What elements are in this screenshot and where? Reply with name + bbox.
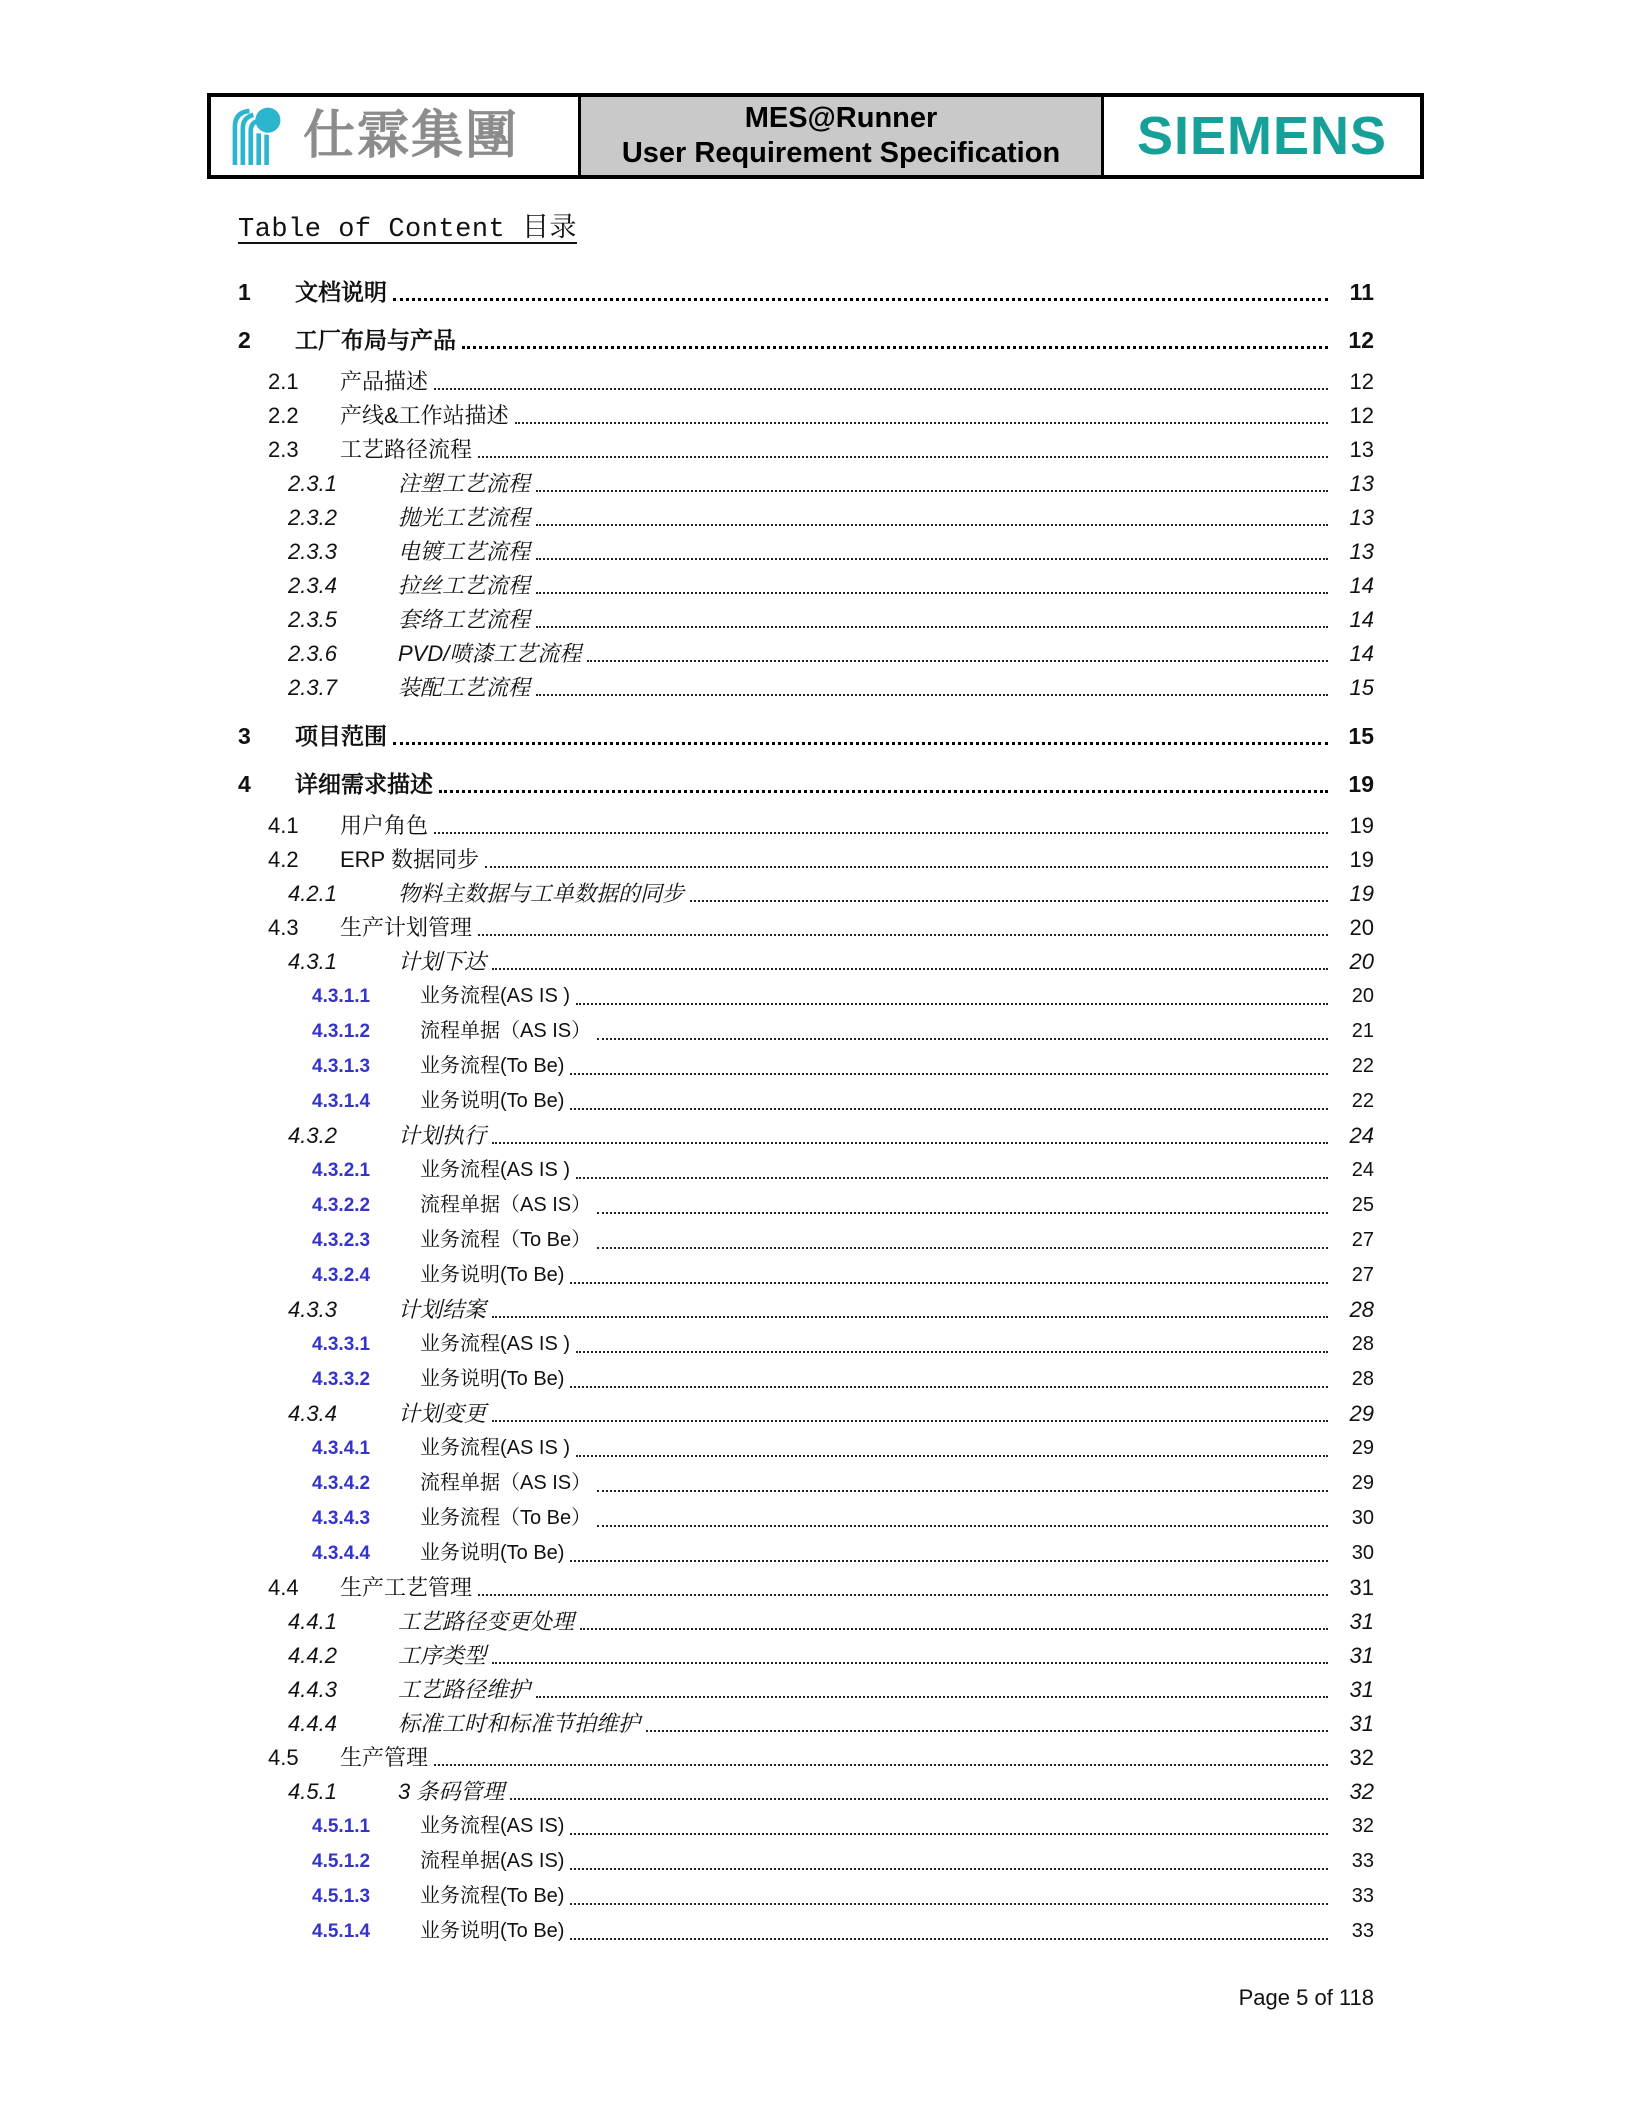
toc-entry-number: 4.5.1.2 [312, 1851, 371, 1872]
toc-entry-page: 31 [1349, 1575, 1374, 1600]
dot-leader [492, 1420, 1328, 1422]
dot-leader [536, 626, 1328, 628]
toc-entry[interactable] [238, 877, 1374, 911]
toc-entry[interactable] [238, 433, 1374, 467]
dot-leader [393, 742, 1328, 745]
toc-entry-title: 3 条码管理 [398, 1779, 505, 1804]
toc-entry-page: 22 [1351, 1055, 1374, 1077]
toc-entry-page: 30 [1351, 1507, 1374, 1529]
dot-leader [576, 1351, 1328, 1353]
toc-entry-number: 2.1 [268, 369, 299, 394]
toc-entry-page: 29 [1349, 1401, 1374, 1426]
brand-cell [1104, 97, 1420, 175]
dot-leader [570, 1833, 1328, 1835]
toc-entry-title: 业务流程(AS IS ) [420, 1437, 571, 1459]
toc-entry-title: 产线&工作站描述 [340, 403, 509, 428]
toc-entry-title: 生产管理 [340, 1745, 429, 1770]
toc-entry-page: 20 [1349, 915, 1374, 940]
siemens-logo: SIEMENS [1136, 106, 1388, 166]
toc-entry-page: 25 [1351, 1194, 1374, 1216]
dot-leader [597, 1490, 1328, 1492]
toc-entry-number: 1 [238, 279, 251, 305]
toc-entry-page: 33 [1351, 1850, 1374, 1872]
company-logo-text: 仕霖集團 [303, 107, 520, 165]
toc-entry-page: 14 [1349, 573, 1374, 598]
toc-entry[interactable] [238, 1879, 1374, 1914]
toc-entry-number: 4.3.4.2 [312, 1473, 371, 1494]
toc-entry[interactable] [238, 569, 1374, 603]
toc-entry-title: 业务流程(AS IS) [420, 1815, 565, 1837]
toc-entry-title: PVD/喷漆工艺流程 [398, 641, 582, 666]
toc-entry[interactable] [238, 1327, 1374, 1362]
toc-entry-number: 4.3.1.1 [312, 986, 371, 1007]
toc-entry-number: 4.3 [268, 915, 299, 940]
dot-leader [478, 456, 1328, 458]
toc-entry[interactable] [238, 365, 1374, 399]
toc-entry[interactable] [238, 275, 1374, 309]
dot-leader [536, 558, 1328, 560]
toc-entry-page: 32 [1351, 1815, 1374, 1837]
toc-entry[interactable] [238, 1466, 1374, 1501]
toc-entry[interactable] [238, 1119, 1374, 1153]
toc-entry-number: 4.5.1 [288, 1779, 337, 1804]
toc-entry-title: 计划执行 [398, 1123, 487, 1148]
toc-entry-number: 4.3.1.3 [312, 1056, 371, 1077]
toc-entry-title: 详细需求描述 [295, 771, 433, 797]
toc-entry-title: 工艺路径流程 [340, 437, 473, 462]
toc-entry-title: 装配工艺流程 [398, 675, 531, 700]
toc-entry-title: 计划结案 [398, 1297, 487, 1322]
dot-leader [434, 832, 1328, 834]
toc-entry-title: 标准工时和标准节拍维护 [398, 1711, 641, 1736]
dot-leader [478, 1594, 1328, 1596]
toc-entry-title: 工厂布局与产品 [295, 327, 456, 353]
toc-entry[interactable] [238, 1258, 1374, 1293]
toc-entry-page: 28 [1349, 1297, 1374, 1322]
dot-leader [597, 1038, 1328, 1040]
toc-entry-number: 4.3.4.3 [312, 1508, 371, 1529]
toc-entry-title: 工艺路径变更处理 [398, 1609, 575, 1634]
toc-entry-title: 业务说明(To Be) [420, 1090, 565, 1112]
toc-entry-page: 20 [1349, 949, 1374, 974]
toc-entry[interactable] [238, 1431, 1374, 1466]
toc-entry-page: 30 [1351, 1542, 1374, 1564]
toc-entry[interactable] [238, 1293, 1374, 1327]
toc-entry-number: 4.3.4.1 [312, 1438, 371, 1459]
toc-entry-number: 4.4 [268, 1575, 299, 1600]
toc-entry-number: 2.2 [268, 403, 299, 428]
toc-entry-title: 业务流程(To Be) [420, 1885, 565, 1907]
dot-leader [570, 1560, 1328, 1562]
toc-entry-number: 4.3.2.2 [312, 1195, 371, 1216]
toc-entry-title: 流程单据（AS IS） [420, 1194, 592, 1216]
toc-entry-title: 业务流程(AS IS ) [420, 985, 571, 1007]
toc-entry-title: 物料主数据与工单数据的同步 [398, 881, 685, 906]
toc-entry-number: 4.5.1.1 [312, 1816, 371, 1837]
toc-entry[interactable] [238, 809, 1374, 843]
toc-entry-number: 4.3.1.2 [312, 1021, 371, 1042]
toc-entry-page: 19 [1348, 771, 1374, 797]
dot-leader [492, 968, 1328, 970]
toc-entry-title: 抛光工艺流程 [398, 505, 531, 530]
toc-entry-page: 13 [1349, 471, 1374, 496]
toc-entry-page: 15 [1348, 723, 1374, 749]
toc-entry-title: 业务说明(To Be) [420, 1264, 565, 1286]
toc-entry-page: 13 [1349, 539, 1374, 564]
toc-entry-page: 19 [1349, 881, 1374, 906]
dot-leader [597, 1247, 1328, 1249]
toc-entry-page: 20 [1351, 985, 1374, 1007]
toc-entry[interactable] [238, 1153, 1374, 1188]
toc-entry-page: 31 [1349, 1711, 1374, 1736]
toc-entry-number: 4.3.2.3 [312, 1230, 371, 1251]
toc-entry-page: 12 [1348, 327, 1374, 353]
toc-entry[interactable] [238, 1844, 1374, 1879]
toc-entry[interactable] [238, 1223, 1374, 1258]
toc-entry[interactable] [238, 1707, 1374, 1741]
toc-entry-number: 4.5.1.3 [312, 1886, 371, 1907]
dot-leader [570, 1868, 1328, 1870]
toc-entry-page: 27 [1351, 1229, 1374, 1251]
toc-entry-number: 4.3.1.4 [312, 1091, 371, 1112]
toc-entry[interactable] [238, 1741, 1374, 1775]
dot-leader [587, 660, 1328, 662]
toc-entry-title: 工艺路径维护 [398, 1677, 531, 1702]
toc-entry[interactable] [238, 843, 1374, 877]
toc-entry[interactable] [238, 671, 1374, 705]
toc-entry-page: 31 [1349, 1609, 1374, 1634]
toc-entry-page: 24 [1351, 1159, 1374, 1181]
dot-leader [597, 1525, 1328, 1527]
toc-entry-title: 流程单据(AS IS) [420, 1850, 565, 1872]
toc-entry[interactable] [238, 1362, 1374, 1397]
dot-leader [597, 1212, 1328, 1214]
toc-entry[interactable] [238, 979, 1374, 1014]
toc-entry-number: 4.5.1.4 [312, 1921, 371, 1942]
toc-entry-number: 2.3.1 [288, 471, 337, 496]
shilin-group-logo-icon [227, 104, 293, 168]
toc-entry-number: 4.3.3.2 [312, 1369, 371, 1390]
toc-list [238, 275, 1374, 1949]
document-title-block [581, 97, 1104, 175]
toc-entry-number: 2.3.4 [288, 573, 337, 598]
dot-leader [570, 1903, 1328, 1905]
toc-entry[interactable] [238, 1501, 1374, 1536]
toc-entry-page: 31 [1349, 1643, 1374, 1668]
dot-leader [536, 1696, 1328, 1698]
toc-entry-number: 2.3.6 [288, 641, 337, 666]
toc-entry-page: 15 [1349, 675, 1374, 700]
dot-leader [434, 388, 1328, 390]
toc-entry[interactable] [238, 1188, 1374, 1223]
toc-entry-page: 19 [1349, 813, 1374, 838]
toc-entry[interactable] [238, 719, 1374, 753]
toc-entry-page: 28 [1351, 1368, 1374, 1390]
dot-leader [536, 524, 1328, 526]
toc-entry-page: 21 [1351, 1020, 1374, 1042]
toc-entry[interactable] [238, 1775, 1374, 1809]
toc-entry[interactable] [238, 1605, 1374, 1639]
toc-entry-number: 4 [238, 771, 251, 797]
toc-entry-number: 4.3.3 [288, 1297, 337, 1322]
toc-entry-title: 电镀工艺流程 [398, 539, 531, 564]
dot-leader [492, 1142, 1328, 1144]
toc-entry-title: 工序类型 [398, 1643, 487, 1668]
dot-leader [462, 346, 1328, 349]
toc-entry-title: 计划变更 [398, 1401, 487, 1426]
toc-entry[interactable] [238, 323, 1374, 357]
document-title-line2: User Requirement Specification [621, 137, 1061, 169]
dot-leader [434, 1764, 1328, 1766]
toc-entry-title: 注塑工艺流程 [398, 471, 531, 496]
dot-leader [492, 1662, 1328, 1664]
page-number-footer: Page 5 of 118 [1238, 1985, 1374, 2010]
toc-entry-page: 12 [1349, 403, 1374, 428]
toc-entry-number: 4.4.1 [288, 1609, 337, 1634]
toc-entry[interactable] [238, 1571, 1374, 1605]
company-logo [211, 97, 581, 175]
toc-entry-title: 生产工艺管理 [340, 1575, 473, 1600]
dot-leader [492, 1316, 1328, 1318]
toc-entry[interactable] [238, 1084, 1374, 1119]
toc-entry-page: 31 [1349, 1677, 1374, 1702]
toc-entry-page: 29 [1351, 1437, 1374, 1459]
toc-entry-title: 业务流程(To Be) [420, 1055, 565, 1077]
toc-entry[interactable] [238, 1536, 1374, 1571]
toc-entry-page: 32 [1349, 1745, 1374, 1770]
toc-entry-number: 2 [238, 327, 251, 353]
toc-entry-page: 14 [1349, 641, 1374, 666]
dot-leader [570, 1282, 1328, 1284]
toc-entry-page: 11 [1349, 279, 1374, 305]
toc-entry-title: 计划下达 [398, 949, 487, 974]
toc-entry-number: 2.3.7 [288, 675, 337, 700]
toc-entry-number: 4.3.4.4 [312, 1543, 371, 1564]
toc-entry-page: 32 [1349, 1779, 1374, 1804]
toc-entry-number: 4.2.1 [288, 881, 337, 906]
dot-leader [485, 866, 1328, 868]
toc-entry-title: 业务流程(AS IS ) [420, 1333, 571, 1355]
toc-entry[interactable] [238, 399, 1374, 433]
dot-leader [478, 934, 1328, 936]
dot-leader [570, 1073, 1328, 1075]
dot-leader [576, 1003, 1328, 1005]
toc-entry-number: 4.3.2 [288, 1123, 337, 1148]
toc-entry-page: 12 [1349, 369, 1374, 394]
toc-entry-title: 流程单据（AS IS） [420, 1020, 592, 1042]
toc-entry-number: 2.3.5 [288, 607, 337, 632]
dot-leader [646, 1730, 1328, 1732]
toc-entry-page: 19 [1349, 847, 1374, 872]
dot-leader [570, 1108, 1328, 1110]
toc-entry-title: ERP 数据同步 [340, 847, 479, 872]
toc-entry-page: 14 [1349, 607, 1374, 632]
toc-entry[interactable] [238, 1809, 1374, 1844]
toc-entry[interactable] [238, 911, 1374, 945]
toc-entry-page: 33 [1351, 1920, 1374, 1942]
toc-entry-title: 流程单据（AS IS） [420, 1472, 592, 1494]
toc-entry-number: 4.2 [268, 847, 299, 872]
dot-leader [690, 900, 1328, 902]
toc-entry-title: 业务说明(To Be) [420, 1920, 565, 1942]
toc-entry-page: 24 [1349, 1123, 1374, 1148]
toc-entry-number: 4.3.4 [288, 1401, 337, 1426]
toc-entry-page: 13 [1349, 505, 1374, 530]
dot-leader [536, 694, 1328, 696]
toc-entry-title: 项目范围 [295, 723, 387, 749]
toc-entry[interactable] [238, 1914, 1374, 1949]
toc-entry-page: 28 [1351, 1333, 1374, 1355]
toc-entry[interactable] [238, 1673, 1374, 1707]
dot-leader [570, 1386, 1328, 1388]
dot-leader [536, 490, 1328, 492]
toc-entry-title: 产品描述 [340, 369, 429, 394]
toc-title: Table of Content 目录 [238, 215, 577, 245]
toc-entry-number: 4.5 [268, 1745, 299, 1770]
toc-entry-title: 拉丝工艺流程 [398, 573, 531, 598]
toc-entry-number: 2.3.3 [288, 539, 337, 564]
toc-entry-number: 4.4.4 [288, 1711, 337, 1736]
toc-entry-number: 4.3.2.1 [312, 1160, 371, 1181]
toc-entry-number: 4.4.2 [288, 1643, 337, 1668]
toc-entry-title: 文档说明 [295, 279, 387, 305]
toc-entry-page: 29 [1351, 1472, 1374, 1494]
table-of-contents [238, 205, 1374, 1949]
toc-entry[interactable] [238, 501, 1374, 535]
toc-entry-page: 33 [1351, 1885, 1374, 1907]
toc-entry[interactable] [238, 1049, 1374, 1084]
toc-entry-title: 用户角色 [340, 813, 429, 838]
toc-entry-page: 22 [1351, 1090, 1374, 1112]
toc-entry[interactable] [238, 1014, 1374, 1049]
toc-entry-number: 4.1 [268, 813, 299, 838]
toc-entry-number: 4.4.3 [288, 1677, 337, 1702]
dot-leader [576, 1455, 1328, 1457]
toc-entry[interactable] [238, 1639, 1374, 1673]
toc-entry-title: 业务说明(To Be) [420, 1542, 565, 1564]
toc-entry[interactable] [238, 535, 1374, 569]
toc-entry-page: 13 [1349, 437, 1374, 462]
dot-leader [510, 1798, 1328, 1800]
toc-entry-number: 4.3.1 [288, 949, 337, 974]
toc-entry[interactable] [238, 945, 1374, 979]
toc-entry-page: 27 [1351, 1264, 1374, 1286]
toc-entry[interactable] [238, 603, 1374, 637]
toc-entry-title: 业务流程（To Be） [420, 1507, 592, 1529]
toc-entry-title: 套络工艺流程 [398, 607, 531, 632]
toc-entry-number: 4.3.3.1 [312, 1334, 371, 1355]
document-title-line1: MES@Runner [744, 102, 938, 134]
dot-leader [393, 298, 1328, 301]
document-header [207, 93, 1424, 179]
toc-entry-title: 业务流程（To Be） [420, 1229, 592, 1251]
dot-leader [580, 1628, 1328, 1630]
toc-entry-number: 3 [238, 723, 251, 749]
dot-leader [439, 790, 1328, 793]
toc-entry-number: 4.3.2.4 [312, 1265, 371, 1286]
toc-entry[interactable] [238, 1397, 1374, 1431]
dot-leader [570, 1938, 1328, 1940]
toc-entry-title: 业务说明(To Be) [420, 1368, 565, 1390]
dot-leader [515, 422, 1328, 424]
toc-entry-title: 生产计划管理 [340, 915, 473, 940]
dot-leader [576, 1177, 1328, 1179]
toc-entry-title: 业务流程(AS IS ) [420, 1159, 571, 1181]
dot-leader [536, 592, 1328, 594]
toc-entry[interactable] [238, 467, 1374, 501]
toc-entry[interactable] [238, 767, 1374, 801]
toc-entry-number: 2.3.2 [288, 505, 337, 530]
toc-entry-number: 2.3 [268, 437, 299, 462]
toc-entry[interactable] [238, 637, 1374, 671]
